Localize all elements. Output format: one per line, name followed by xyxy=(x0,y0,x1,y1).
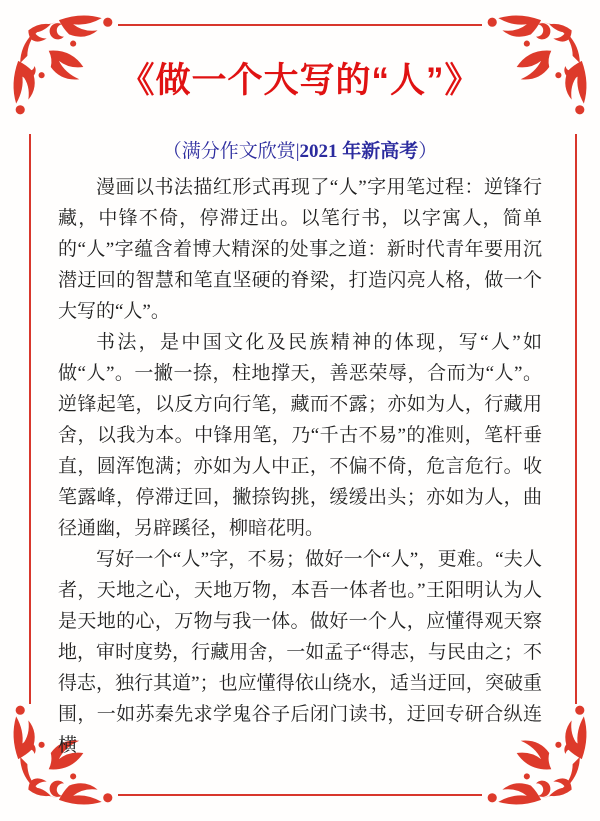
paragraph-1: 漫画以书法描红形式再现了“人”字用笔过程：逆锋行藏，中锋不倚，停滞迂出。以笔行书，以字寓人，简单的“人”字蕴含着博大精深的处事之道：新时代青年要用沉潜迂回的智慧和笔直坚硬的脊梁，打造闪亮人格，做一个大写的“人”。 xyxy=(58,177,542,322)
border-line-right xyxy=(575,134,577,704)
subtitle-suffix: ） xyxy=(418,141,438,162)
border-line-bottom xyxy=(118,794,482,796)
border-line-top xyxy=(118,24,482,26)
essay-subtitle xyxy=(0,138,600,166)
paragraph-2: 书法，是中国文化及民族精神的体现，写“人”如做“人”。一撇一捺，柱地撑天，善恶荣辱，合而为“人”。逆锋起笔，以反方向行笔，藏而不露；亦如为人，行藏用舍，以我为本。中锋用笔，乃“千古不易”的准则，笔杆垂直，圆浑饱满；亦如为人中正，不偏不倚，危言危行。收笔露峰，停滞迂回，撇捺钩挑，缓缓出头；亦如为人，曲径通幽，另辟蹊径，柳暗花明。 xyxy=(58,332,542,539)
essay-title: 《做一个大写的“人”》 xyxy=(119,61,481,100)
border-line-left xyxy=(29,134,31,704)
subtitle-prefix: （满分作文欣赏| xyxy=(162,141,300,162)
paragraph-3: 写好一个“人”字，不易；做好一个“人”，更难。“夫人者，天地之心，天地万物，本吾一体者也。”王阳明认为人是天地的心，万物与我一体。做好一个人，应懂得观天察地，审时度势，行藏用舍，一如孟子“得志，与民由之；不得志，独行其道”；也应懂得依山绕水，适当迂回，突破重围，一如苏秦先求学鬼谷子后闭门读书，迂回专研合纵连横 xyxy=(58,549,542,756)
subtitle-exam-year: 2021 年新高考 xyxy=(299,141,419,162)
essay-body xyxy=(58,172,542,761)
